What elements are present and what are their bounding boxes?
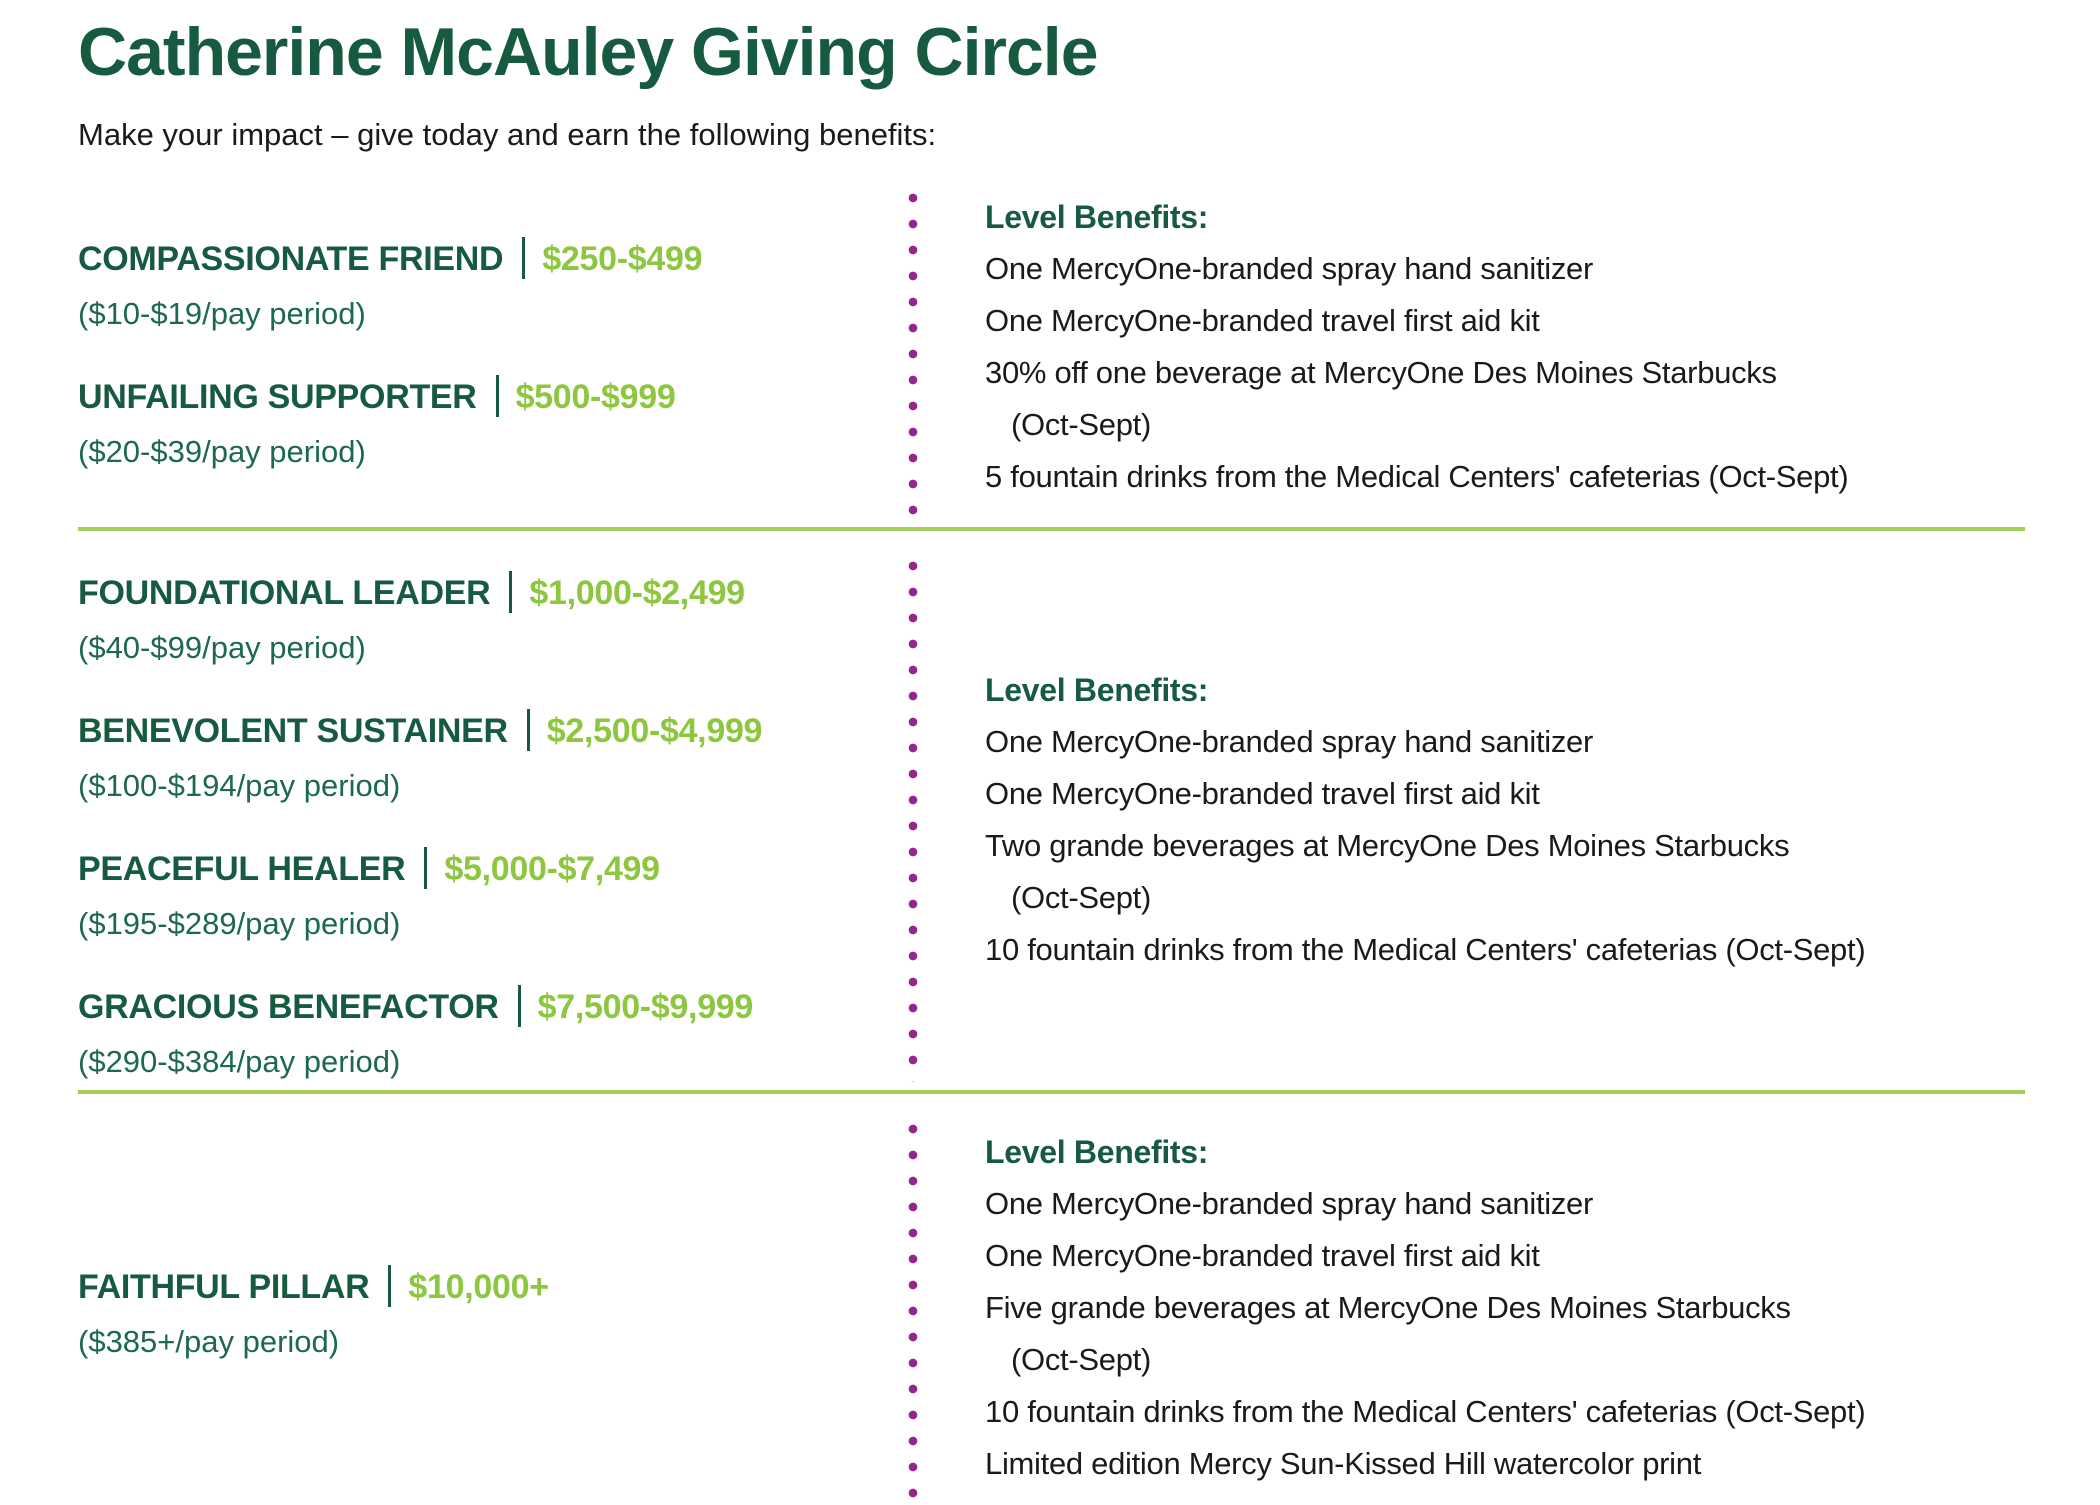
dotted-separator [908,1120,918,1505]
pipe-divider [388,1265,391,1307]
level-amount: $500-$999 [515,378,676,417]
section-divider [78,1090,2025,1094]
benefit-item: One MercyOne-branded spray hand sanitizer [985,251,1594,287]
level-name: FOUNDATIONAL LEADER [78,574,491,613]
level-amount: $10,000+ [408,1267,549,1306]
benefit-item-continuation: (Oct-Sept) [1011,879,1151,915]
benefit-item: One MercyOne-branded spray hand sanitizer [985,1186,1594,1222]
giving-level [78,375,908,471]
giving-section-2 [78,557,2100,1082]
giving-section-3 [78,1120,2100,1505]
pipe-divider [518,985,521,1027]
level-amount: $5,000-$7,499 [444,850,660,889]
level-name: FAITHFUL PILLAR [78,1267,370,1306]
pipe-divider [522,237,525,279]
benefit-item: Limited edition Mercy Sun-Kissed Hill watercolor print [985,1446,1702,1482]
giving-levels-column [78,189,908,519]
level-name: COMPASSIONATE FRIEND [78,240,504,279]
giving-level [78,237,908,333]
section-divider [78,527,2025,531]
dotted-separator [908,557,918,1082]
benefits-heading: Level Benefits: [985,671,1209,708]
benefit-item: One MercyOne-branded spray hand sanitizer [985,723,1594,759]
giving-levels-column [78,1265,908,1361]
pipe-divider [424,847,427,889]
level-pay-period: ($290-$384/pay period) [78,1044,401,1080]
level-name: GRACIOUS BENEFACTOR [78,988,499,1027]
giving-section-1 [78,189,2100,519]
level-pay-period: ($100-$194/pay period) [78,768,401,804]
level-name: UNFAILING SUPPORTER [78,378,477,417]
level-name: BENEVOLENT SUSTAINER [78,712,508,751]
benefit-item: 10 fountain drinks from the Medical Centers' cafeterias (Oct-Sept) [985,931,1866,967]
page-subtitle: Make your impact – give today and earn the following benefits: [78,117,937,153]
benefit-item: 5 fountain drinks from the Medical Centers' cafeterias (Oct-Sept) [985,459,1849,495]
level-amount: $1,000-$2,499 [529,574,745,613]
pipe-divider [527,709,530,751]
giving-level [78,847,908,943]
level-pay-period: ($40-$99/pay period) [78,630,366,666]
dotted-separator [908,189,918,519]
benefits-heading: Level Benefits: [985,1134,1209,1171]
benefit-item: 10 fountain drinks from the Medical Centers' cafeterias (Oct-Sept) [985,1394,1866,1430]
giving-level [78,571,908,667]
pipe-divider [509,571,512,613]
page-title: Catherine McAuley Giving Circle [78,14,1098,90]
giving-level [78,985,908,1081]
level-pay-period: ($20-$39/pay period) [78,434,366,470]
giving-level [78,1265,908,1361]
level-amount: $250-$499 [542,240,703,279]
level-amount: $2,500-$4,999 [546,712,763,751]
benefit-item-continuation: (Oct-Sept) [1011,407,1151,443]
level-pay-period: ($385+/pay period) [78,1323,340,1359]
benefits-column [918,189,2100,519]
benefit-item: One MercyOne-branded travel first aid kit [985,1238,1540,1274]
pipe-divider [496,375,499,417]
benefits-heading: Level Benefits: [985,199,1209,236]
benefit-item: 30% off one beverage at MercyOne Des Moines Starbucks [985,355,1777,391]
benefit-item: Five grande beverages at MercyOne Des Moines Starbucks [985,1290,1791,1326]
benefit-item: One MercyOne-branded travel first aid kit [985,303,1540,339]
benefits-column [918,1120,2100,1505]
benefits-column [918,664,2100,976]
giving-level [78,709,908,805]
giving-levels-column [78,557,908,1082]
benefit-item: Two grande beverages at MercyOne Des Moines Starbucks [985,827,1790,863]
level-pay-period: ($195-$289/pay period) [78,906,401,942]
benefit-item: One MercyOne-branded travel first aid kit [985,775,1540,811]
benefit-item-continuation: (Oct-Sept) [1011,1342,1151,1378]
level-amount: $7,500-$9,999 [537,988,754,1027]
level-pay-period: ($10-$19/pay period) [78,296,366,332]
level-name: PEACEFUL HEALER [78,850,406,889]
